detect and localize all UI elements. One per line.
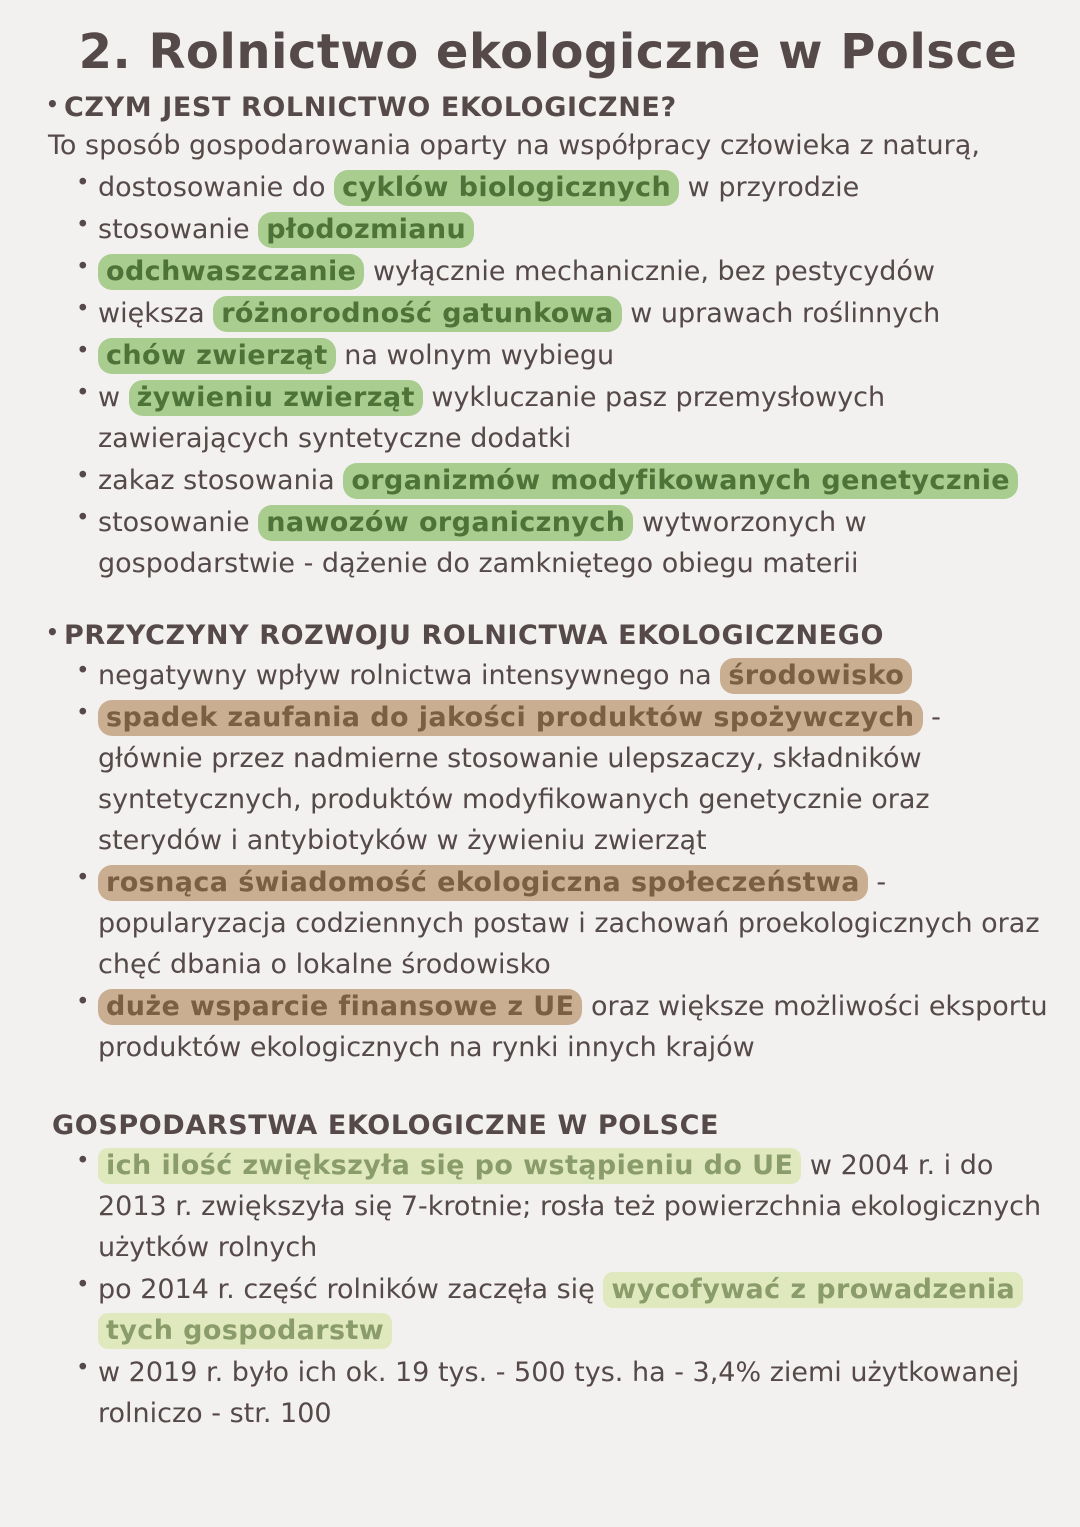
plain-text: w przyrodzie [679, 171, 860, 203]
bullet-list [46, 1145, 1050, 1434]
plain-text: wyłącznie mechanicznie, bez pestycydów [364, 255, 935, 287]
plain-text: - popularyzacja codziennych postaw i zachowań proekologicznych oraz chęć dbania o lokalne środowisko [98, 867, 1040, 981]
highlighted-term: ich ilość zwiększyła się po wstąpieniu do UE [98, 1148, 801, 1184]
highlighted-term: organizmów modyfikowanych genetycznie [343, 463, 1018, 499]
list-item [46, 1145, 1050, 1268]
list-item [46, 335, 1050, 376]
plain-text: w 2004 r. i do 2013 r. zwiększyła się 7-krotnie; rosła też powierzchnia ekologicznych użytków rolnych [98, 1150, 1042, 1264]
plain-text: stosowanie [98, 507, 259, 539]
sections-container [46, 91, 1050, 1434]
plain-text: - głównie przez nadmierne stosowanie ulepszaczy, składników syntetycznych, produktów modyfikowanych genetycznie oraz sterydów i antybiotyków w żywieniu zwierząt [98, 701, 941, 857]
section-heading [46, 91, 1050, 125]
list-item [46, 1352, 1050, 1434]
highlighted-term: płodozmianu [258, 212, 474, 248]
plain-text: oraz większe możliwości eksportu produktów ekologicznych na rynki innych krajów [98, 991, 1048, 1064]
list-item [46, 502, 1050, 584]
list-item [46, 1269, 1050, 1351]
highlighted-term: żywieniu zwierząt [129, 380, 423, 416]
plain-text: negatywny wpływ rolnictwa intensywnego na [98, 659, 721, 691]
highlighted-term: rosnąca świadomość ekologiczna społeczeństwa [98, 865, 868, 901]
section-heading [52, 1109, 1050, 1143]
highlighted-term: różnorodność gatunkowa [213, 296, 621, 332]
section-heading-label: GOSPODARSTWA EKOLOGICZNE W POLSCE [52, 1110, 720, 1142]
list-item [46, 167, 1050, 208]
list-item [46, 377, 1050, 459]
plain-text: dostosowanie do [98, 171, 335, 203]
plain-text: większa [98, 297, 214, 329]
list-item [46, 862, 1050, 985]
highlighted-term: środowisko [720, 658, 912, 694]
plain-text: wykluczanie pasz przemysłowych zawierających syntetyczne dodatki [98, 382, 886, 455]
plain-text: po 2014 r. część rolników zaczęła się [98, 1274, 604, 1306]
plain-text: stosowanie [98, 213, 259, 245]
highlighted-term: nawozów organicznych [258, 505, 633, 541]
highlighted-term: wycofywać z prowadzenia tych gospodarstw [98, 1272, 1023, 1349]
list-item [46, 986, 1050, 1068]
plain-text: w [98, 382, 129, 414]
list-item [46, 293, 1050, 334]
highlighted-term: cyklów biologicznych [334, 170, 679, 206]
section-bullet-icon: • [46, 91, 60, 116]
page-title: 2. Rolnictwo ekologiczne w Polsce [78, 24, 1018, 80]
section-bullet-icon: • [46, 620, 60, 645]
list-item [46, 460, 1050, 501]
highlighted-term: duże wsparcie finansowe z UE [98, 989, 582, 1025]
list-item [46, 209, 1050, 250]
highlighted-term: spadek zaufania do jakości produktów spożywczych [98, 700, 923, 736]
plain-text: zakaz stosowania [98, 465, 344, 497]
section-spacer [46, 585, 1050, 619]
section-lead-text: To sposób gospodarowania oparty na współpracy człowieka z naturą, [48, 129, 980, 161]
section-heading-label: CZYM JEST ROLNICTWO EKOLOGICZNE? [64, 91, 677, 123]
plain-text: na wolnym wybiegu [335, 340, 615, 371]
bullet-list [46, 655, 1050, 1068]
list-item [46, 697, 1050, 861]
plain-text: w uprawach roślinnych [621, 297, 941, 329]
bullet-list [46, 167, 1050, 584]
list-item [46, 251, 1050, 292]
highlighted-term: chów zwierząt [98, 338, 336, 374]
highlighted-term: odchwaszczanie [98, 254, 364, 290]
plain-text: w 2019 r. było ich ok. 19 tys. - 500 tys. ha - 3,4% ziemi użytkowanej rolniczo - str. 100 [98, 1357, 1020, 1430]
section-spacer [46, 1069, 1050, 1109]
list-item [46, 655, 1050, 696]
plain-text: wytworzonych w gospodarstwie - dążenie do zamkniętego obiegu materii [98, 507, 867, 580]
section-heading [46, 619, 1050, 653]
section-heading-label: PRZYCZYNY ROZWOJU ROLNICTWA EKOLOGICZNEGO [64, 620, 885, 652]
